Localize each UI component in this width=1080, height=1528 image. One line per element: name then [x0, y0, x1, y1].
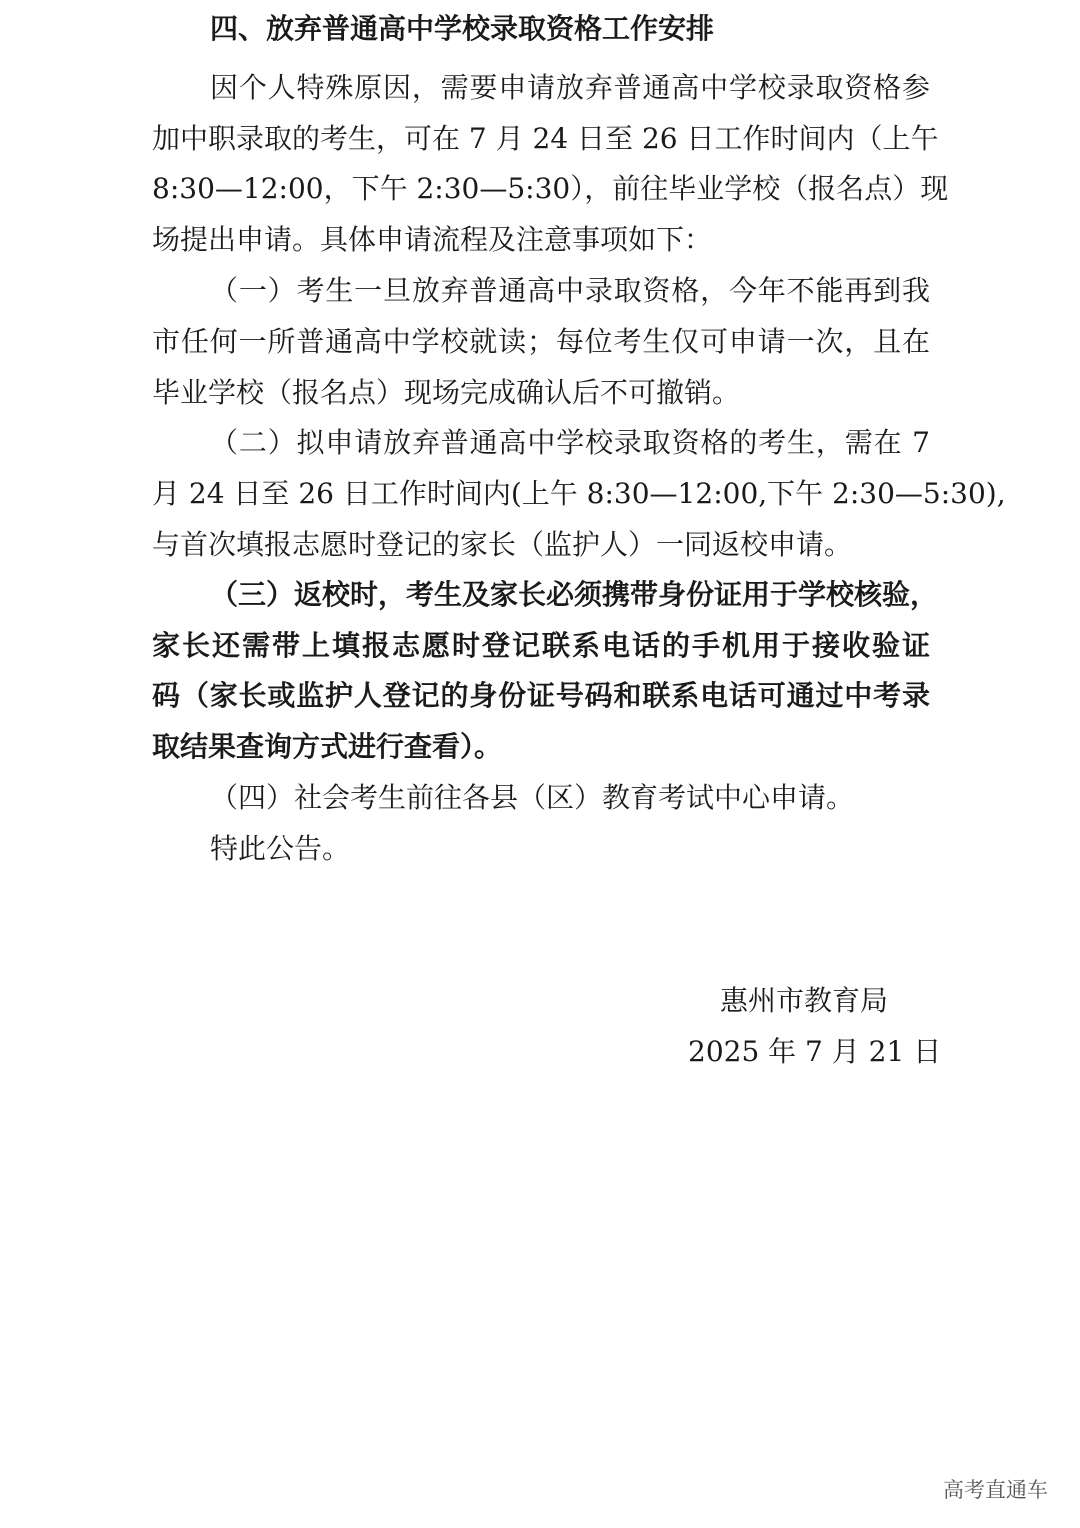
text-line: （二）拟申请放弃普通高中学校录取资格的考生，需在 7 [210, 426, 930, 459]
text-line: 月 24 日至 26 日工作时间内(上午 8:30—12:00,下午 2:30—5:30), [152, 477, 1006, 510]
text-line: 毕业学校（报名点）现场完成确认后不可撤销。 [152, 376, 741, 409]
closing-note: 特此公告。 [210, 832, 351, 865]
text-line: （三）返校时，考生及家长必须携带身份证用于学校核验， [210, 578, 939, 611]
signature-date: 2025 年 7 月 21 日 [688, 1035, 942, 1068]
section-heading: 四、放弃普通高中学校录取资格工作安排 [210, 12, 715, 45]
text-line: 与首次填报志愿时登记的家长（监护人）一同返校申请。 [152, 528, 853, 561]
paragraph-5: （四）社会考生前往各县（区）教育考试中心申请。 [210, 781, 855, 814]
text-line: 家长还需带上填报志愿时登记联系电话的手机用于接收验证 [152, 629, 930, 662]
text-line: 场提出申请。具体申请流程及注意事项如下： [152, 223, 713, 256]
text-line: 码（家长或监护人登记的身份证号码和联系电话可通过中考录 [152, 679, 930, 712]
text-line: 取结果查询方式进行查看）。 [152, 730, 503, 763]
signature-org: 惠州市教育局 [720, 984, 889, 1017]
text-line: 市任何一所普通高中学校就读；每位考生仅可申请一次，且在 [152, 325, 930, 358]
text-line: （一）考生一旦放弃普通高中录取资格，今年不能再到我 [210, 274, 930, 307]
text-line: 8:30—12:00，下午 2:30—5:30），前往毕业学校（报名点）现 [152, 172, 949, 205]
text-line: 加中职录取的考生，可在 7 月 24 日至 26 日工作时间内（上午 [152, 122, 939, 155]
watermark: 高考直通车 [943, 1478, 1048, 1502]
text-line: 因个人特殊原因，需要申请放弃普通高中学校录取资格参 [210, 71, 930, 104]
